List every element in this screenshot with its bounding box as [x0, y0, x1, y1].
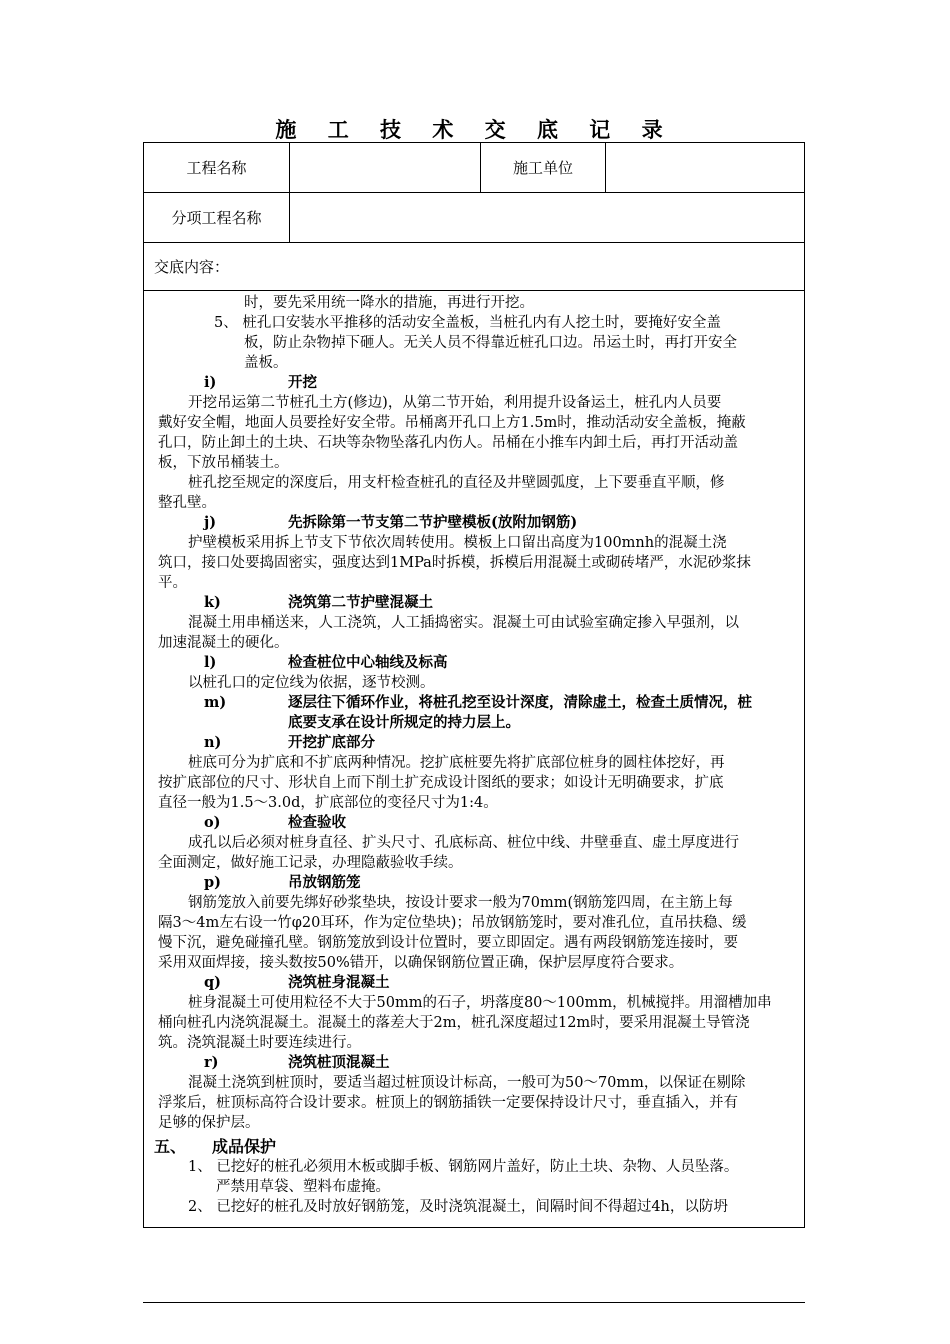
header-row-subproject	[144, 193, 804, 243]
body-text-line: 5、 桩孔口安装水平推移的活动安全盖板，当桩孔内有人挖土时，要掩好安全盖	[214, 315, 721, 331]
body-text-line: 桶向桩孔内浇筑混凝土。混凝土的落差大于2m，桩孔深度超过12m时，要采用混凝土导管浇	[158, 1015, 750, 1031]
body-text-line: 板，下放吊桶装土。	[158, 455, 289, 471]
body-text-line: 筑口，接口处要捣固密实，强度达到1MPa时拆模，拆模后用混凝土或砌砖堵严，水泥砂浆抹	[158, 555, 751, 571]
body-text-line: 隔3～4m左右设一竹φ20耳环，作为定位垫块)；吊放钢筋笼时，要对准孔位，直吊扶稳、缓	[158, 915, 747, 931]
item-label: m)	[204, 694, 227, 711]
project-name-label: 工程名称	[186, 159, 247, 177]
document-title: 施 工 技 术 交 底 记 录	[275, 117, 675, 142]
item-heading: 检查桩位中心轴线及标高	[288, 654, 448, 671]
body-text-line: 平。	[158, 575, 187, 591]
construction-unit-value[interactable]	[605, 143, 804, 192]
body-text-line: 底要支承在设计所规定的持力层上。	[288, 714, 520, 731]
item-label: p)	[204, 874, 221, 891]
body-text-line: 混凝土用串桶送来，人工浇筑，人工插捣密实。混凝土可由试验室确定掺入早强剂，以	[188, 615, 739, 631]
body-text-line: 按扩底部位的尺寸、形状自上而下削土扩充成设计图纸的要求；如设计无明确要求，扩底	[158, 775, 724, 791]
item-label: n)	[204, 734, 222, 751]
item-label: q)	[204, 974, 221, 991]
body-text-line: 成孔以后必须对桩身直径、扩头尺寸、孔底标高、桩位中线、井壁垂直、虚土厚度进行	[188, 835, 739, 851]
header-row-project	[144, 143, 804, 193]
body-text-line: 开挖吊运第二节桩孔土方(修边)，从第二节开始，利用提升设备运土，桩孔内人员要	[188, 395, 722, 411]
body-text-line: 护壁模板采用拆上节支下节依次周转使用。模板上口留出高度为100mnh的混凝土浇	[188, 535, 727, 551]
item-label: l)	[204, 654, 217, 671]
body-text-line: 混凝土浇筑到桩顶时，要适当超过桩顶设计标高，一般可为50～70mm，以保证在剔除	[188, 1075, 746, 1091]
sub-project-value[interactable]	[289, 193, 804, 242]
body-text-line: 钢筋笼放入前要先绑好砂浆垫块，按设计要求一般为70mm(钢筋笼四周，在主筋上每	[188, 895, 733, 911]
sub-project-label: 分项工程名称	[171, 209, 262, 227]
project-name-value[interactable]	[289, 143, 480, 192]
item-label: r)	[204, 1054, 219, 1071]
body-text-line: 戴好安全帽，地面人员要拴好安全带。吊桶离开孔口上方1.5m时，推动活动安全盖板，掩蔽	[158, 415, 746, 431]
item-label: o)	[204, 814, 221, 831]
header-row-content	[144, 243, 804, 291]
item-heading: 浇筑桩顶混凝土	[288, 1054, 390, 1071]
body-text-line: 1、 已挖好的桩孔必须用木板或脚手板、钢筋网片盖好，防止土块、杂物、人员坠落。	[188, 1159, 739, 1175]
footer-divider	[143, 1302, 805, 1303]
body-text-line: 筑。浇筑混凝土时要连续进行。	[158, 1035, 361, 1051]
item-heading: 吊放钢筋笼	[288, 874, 361, 891]
item-heading: 浇筑桩身混凝土	[288, 974, 390, 991]
item-label: k)	[204, 594, 221, 611]
body-text-line: 直径一般为1.5～3.0d，扩底部位的变径尺寸为1:4。	[158, 795, 498, 811]
body-text-line: 桩底可分为扩底和不扩底两种情况。挖扩底桩要先将扩底部位桩身的圆柱体挖好，再	[188, 755, 725, 771]
item-heading: 逐层往下循环作业，将桩孔挖至设计深度，清除虚土，检查土质情况，桩	[288, 694, 752, 711]
body-text-line: 板，防止杂物掉下砸人。无关人员不得靠近桩孔口边。吊运土时，再打开安全	[244, 335, 737, 351]
body-text-line: 慢下沉，避免碰撞孔壁。钢筋笼放到设计位置时，要立即固定。遇有两段钢筋笼连接时，要	[158, 935, 738, 951]
content-label: 交底内容：	[154, 258, 230, 276]
body-text-line: 孔口，防止卸土的土块、石块等杂物坠落孔内伤人。吊桶在小推车内卸土后，再打开活动盖	[158, 435, 738, 451]
body-text-line: 加速混凝土的硬化。	[158, 635, 289, 651]
body-text-line: 以桩孔口的定位线为依据，逐节校测。	[188, 675, 435, 691]
section-number: 五、	[154, 1137, 187, 1156]
item-heading: 浇筑第二节护壁混凝土	[288, 594, 433, 611]
body-text-line: 桩身混凝土可使用粒径不大于50mm的石子，坍落度80～100mm，机械搅拌。用溜槽加串	[188, 995, 772, 1011]
body-text-line: 时，要先采用统一降水的措施，再进行开挖。	[244, 295, 534, 311]
item-heading: 开挖扩底部分	[288, 734, 375, 751]
item-heading: 开挖	[288, 374, 317, 391]
item-heading: 先拆除第一节支第二节护壁模板(放附加钢筋)	[288, 514, 578, 531]
body-text-line: 全面测定，做好施工记录，办理隐蔽验收手续。	[158, 855, 463, 871]
body-text-line: 严禁用草袋、塑料布虚掩。	[216, 1179, 390, 1195]
item-label: j)	[204, 514, 217, 531]
body-text-line: 整孔壁。	[158, 495, 216, 511]
record-form	[143, 142, 805, 1228]
item-label: i)	[204, 374, 217, 391]
construction-unit-label: 施工单位	[480, 143, 605, 192]
body-text-line: 桩孔挖至规定的深度后，用支杆检查桩孔的直径及井壁圆弧度，上下要垂直平顺，修	[188, 475, 725, 491]
body-text-line: 2、 已挖好的桩孔及时放好钢筋笼，及时浇筑混凝土，间隔时间不得超过4h，以防坍	[188, 1199, 728, 1215]
item-heading: 检查验收	[288, 814, 346, 831]
body-text-line: 采用双面焊接，接头数按50%错开，以确保钢筋位置正确，保护层厚度符合要求。	[158, 955, 684, 971]
content-body	[144, 291, 804, 1227]
section-heading: 成品保护	[212, 1137, 277, 1156]
body-text-line: 足够的保护层。	[158, 1115, 260, 1131]
body-text-line: 浮浆后，桩顶标高符合设计要求。桩顶上的钢筋插铁一定要保持设计尺寸，垂直插入，并有	[158, 1095, 738, 1111]
body-text-line: 盖板。	[244, 355, 288, 371]
